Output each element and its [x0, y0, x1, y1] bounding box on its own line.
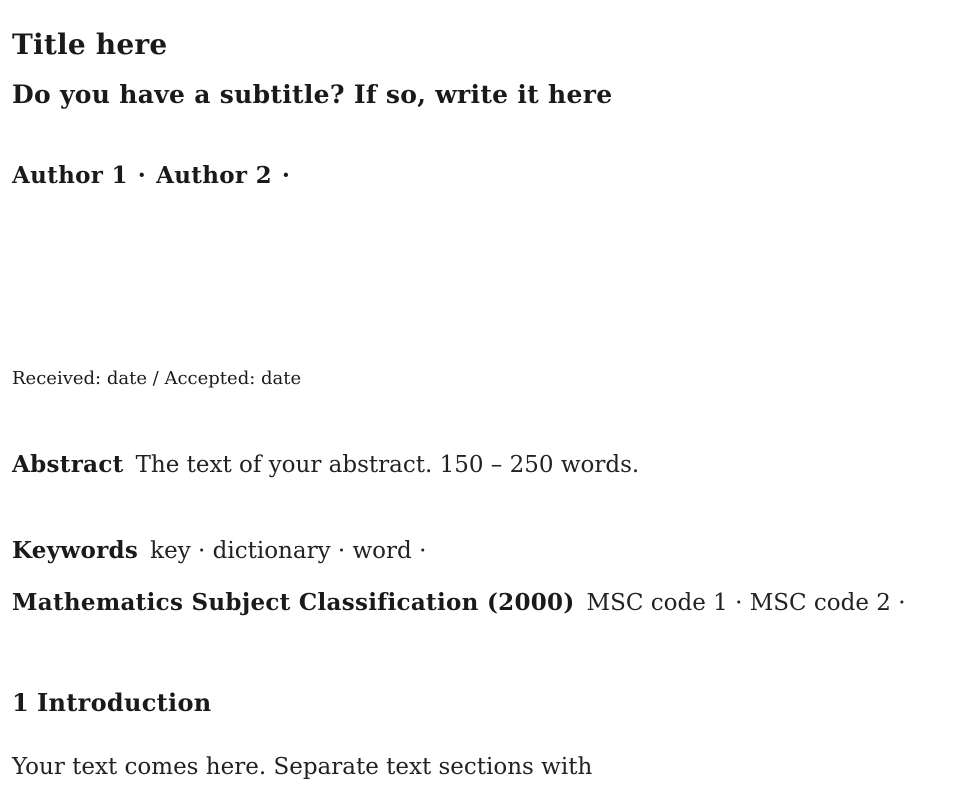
section-title: Introduction	[37, 688, 212, 717]
paper-title: Title here	[12, 28, 168, 61]
author-separator: ·	[137, 162, 147, 189]
keywords-text: key · dictionary · word ·	[150, 538, 427, 564]
msc-label: Mathematics Subject Classification (2000)	[12, 589, 575, 616]
author-1: Author 1	[12, 162, 128, 189]
abstract-label: Abstract	[12, 451, 124, 478]
received-accepted-dates: Received: date / Accepted: date	[12, 368, 302, 389]
section-number: 1	[12, 688, 29, 717]
msc-classification	[12, 589, 906, 616]
abstract	[12, 451, 639, 478]
author-list	[12, 162, 300, 189]
author-separator: ·	[281, 162, 291, 189]
author-2: Author 2	[156, 162, 272, 189]
abstract-text: The text of your abstract. 150 – 250 words.	[135, 452, 640, 478]
keywords	[12, 537, 426, 564]
keywords-label: Keywords	[12, 537, 139, 564]
paper-subtitle: Do you have a subtitle? If so, write it here	[12, 80, 613, 109]
msc-codes: MSC code 1 · MSC code 2 ·	[586, 590, 906, 616]
section-heading	[12, 688, 212, 717]
section-body-text: Your text comes here. Separate text sections with	[12, 754, 593, 780]
